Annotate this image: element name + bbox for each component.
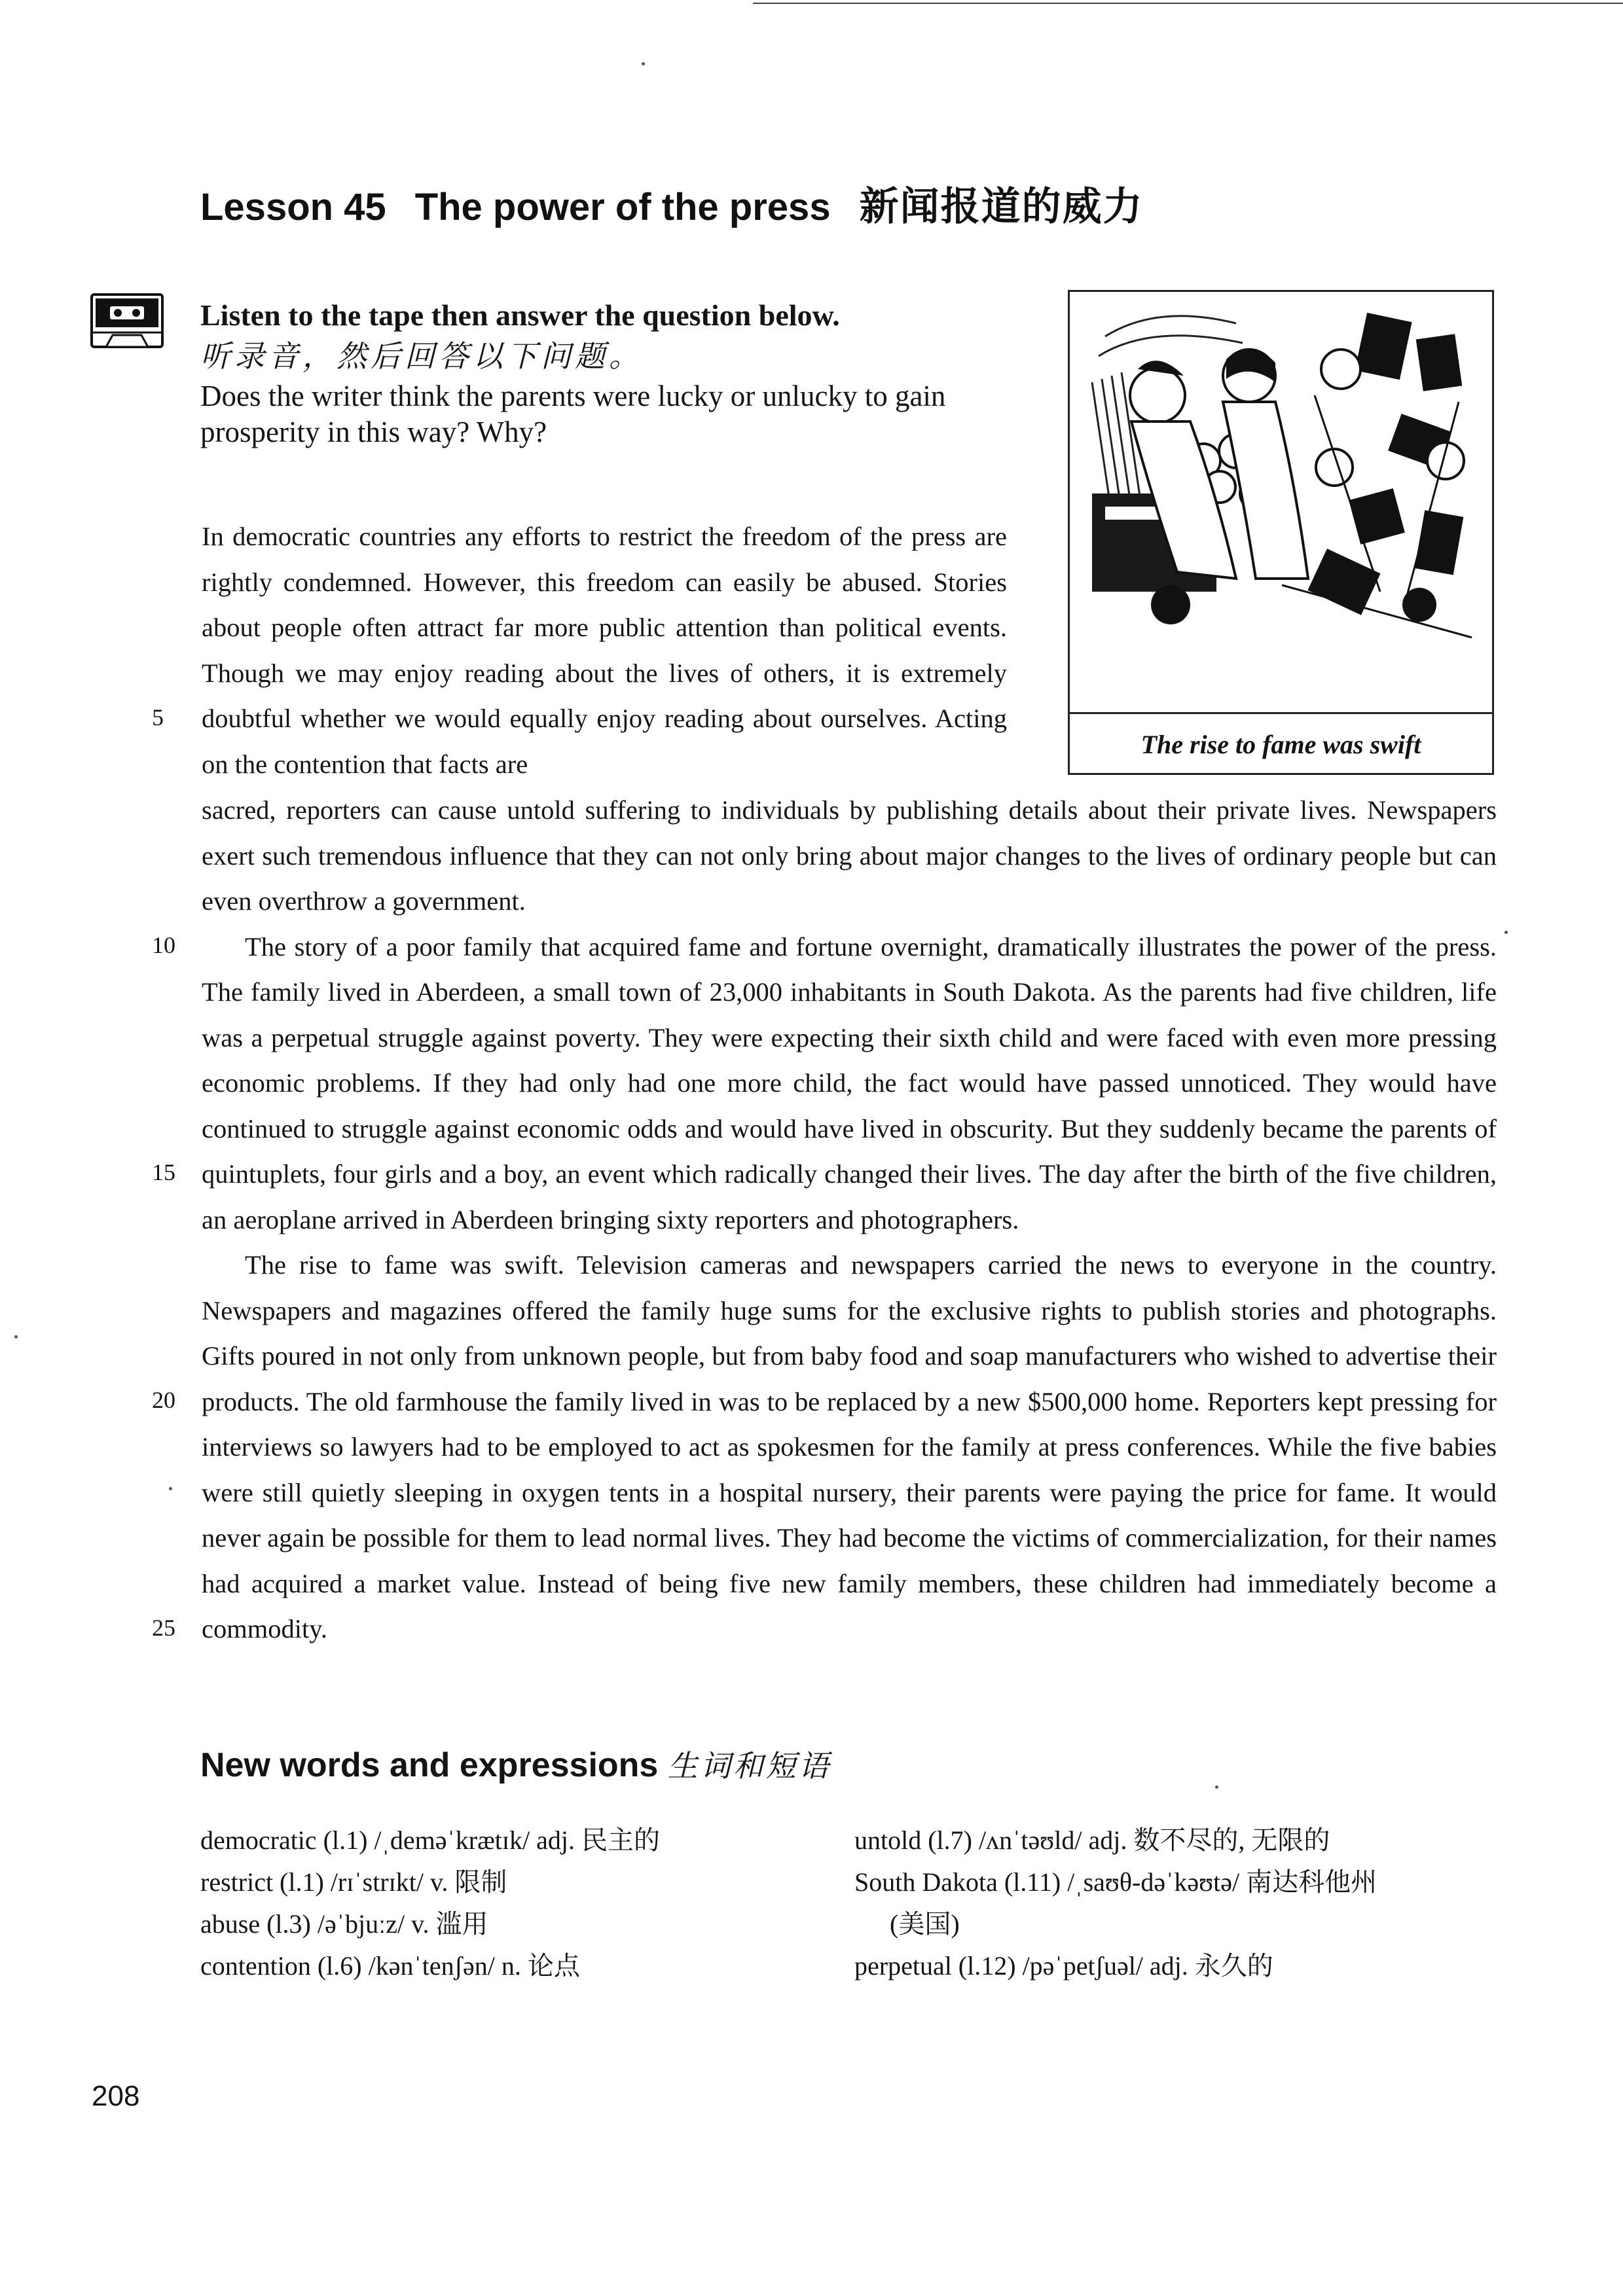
vocabulary-item: democratic (l.1) /ˌdeməˈkrætɪk/ adj. 民主的 bbox=[200, 1825, 661, 1855]
speck bbox=[169, 1487, 172, 1490]
line-number: 10 bbox=[152, 932, 175, 958]
speck bbox=[14, 1335, 18, 1338]
line-number: 5 bbox=[152, 704, 164, 730]
lesson-number: Lesson 45 bbox=[200, 186, 386, 228]
vocabulary-item: abuse (l.3) /əˈbjuːz/ v. 滥用 bbox=[200, 1909, 488, 1939]
vocabulary-item: perpetual (l.12) /pəˈpetʃuəl/ adj. 永久的 bbox=[854, 1951, 1273, 1981]
speck bbox=[1215, 1785, 1218, 1789]
new-words-heading-english: New words and expressions bbox=[200, 1746, 659, 1784]
paragraph-text: In democratic countries any efforts to restrict the freedom of the press are rightly condemned. However, this freedom can easily be abused. Stories about people often attract far more public attention than political events. Though we may enjoy reading about the lives of others, it is extremely doubtful whether we would equally enjoy reading about ourselves. Acting on the contention that facts are bbox=[202, 522, 1007, 779]
illustration-frame bbox=[1068, 290, 1494, 775]
listen-instruction-chinese: 听录音，然后回答以下问题。 bbox=[200, 338, 643, 374]
speck bbox=[642, 62, 645, 65]
vocabulary-list-right bbox=[854, 1820, 1377, 1987]
passage-paragraph-1-top bbox=[202, 514, 1007, 787]
lesson-title-chinese: 新闻报道的威力 bbox=[859, 185, 1144, 228]
paragraph-text: The story of a poor family that acquired fame and fortune overnight, dramatically illustrates the power of the press. The family lived in Aberdeen, a small town of 23,000 inhabitants in South Dakota. As the parents had five children, life was a perpetual struggle against poverty. They were expecting their sixth child and were faced with even more pressing economic problems. If they had only had one more child, the fact would have passed unnoticed. They would have continued to struggle against economic odds and would have lived in obscurity. But they suddenly became the parents of quintuplets, four girls and a boy, an event which radically changed their lives. The day after the birth of the five children, an aeroplane arrived in Aberdeen bringing sixty reporters and photographers. bbox=[202, 931, 1497, 1234]
paragraph-text: The rise to fame was swift. Television cameras and newspapers carried the news to everyone in the country. Newspapers and magazines offered the family huge sums for the exclusive rights to publish stories and photographs. Gifts poured in not only from unknown people, but from baby food and soap manufacturers who wished to advertise their products. The old farmhouse the family lived in was to be replaced by a new $500,000 home. Reporters kept pressing for interviews so lawyers had to be employed to act as spokesmen for the family at press conferences. While the five babies were still quietly sleeping in oxygen tents in a hospital nursery, their parents were paying the price for fame. It would never again be possible for them to lead normal lives. They had become the victims of commercialization, for their names had acquired a market value. Instead of being five new family members, these children had immediately become a commodity. bbox=[202, 1250, 1497, 1643]
vocabulary-item-continuation: (美国) bbox=[890, 1909, 960, 1939]
listen-section bbox=[200, 296, 1012, 450]
cassette-tape-icon bbox=[90, 293, 164, 348]
speck bbox=[1504, 931, 1508, 934]
vocabulary-list-left bbox=[200, 1820, 660, 1987]
vocabulary-item: South Dakota (l.11) /ˌsaʊθ-dəˈkəʊtə/ 南达科他州 bbox=[854, 1867, 1377, 1897]
caption-divider bbox=[1070, 712, 1492, 714]
passage-body bbox=[202, 787, 1497, 1652]
illustration-caption: The rise to fame was swift bbox=[1140, 730, 1421, 759]
line-number: 20 bbox=[152, 1387, 175, 1413]
new-words-heading-chinese: 生词和短语 bbox=[667, 1748, 831, 1784]
vocabulary-item: untold (l.7) /ʌnˈtəʊld/ adj. 数不尽的, 无限的 bbox=[854, 1825, 1330, 1855]
lesson-title-english: The power of the press bbox=[414, 186, 831, 228]
new-words-heading bbox=[200, 1742, 831, 1785]
top-rule bbox=[753, 3, 1623, 4]
page-number: 208 bbox=[92, 2080, 140, 2112]
line-number: 25 bbox=[152, 1615, 175, 1641]
vocabulary-item: contention (l.6) /kənˈtenʃən/ n. 论点 bbox=[200, 1951, 580, 1981]
comprehension-question: Does the writer think the parents were lucky or unlucky to gain prosperity in this way? Why? bbox=[200, 380, 946, 448]
paragraph-text: sacred, reporters can cause untold suffering to individuals by publishing details about their private lives. Newspapers exert such tremendous influence that they can not only bring about major changes to the lives of ordinary people but can even overthrow a government. bbox=[202, 795, 1497, 916]
line-number: 15 bbox=[152, 1159, 175, 1185]
family-press-illustration bbox=[1079, 297, 1485, 696]
lesson-title bbox=[200, 175, 1144, 232]
vocabulary-item: restrict (l.1) /rɪˈstrɪkt/ v. 限制 bbox=[200, 1867, 507, 1897]
listen-instruction: Listen to the tape then answer the question below. bbox=[200, 298, 840, 332]
